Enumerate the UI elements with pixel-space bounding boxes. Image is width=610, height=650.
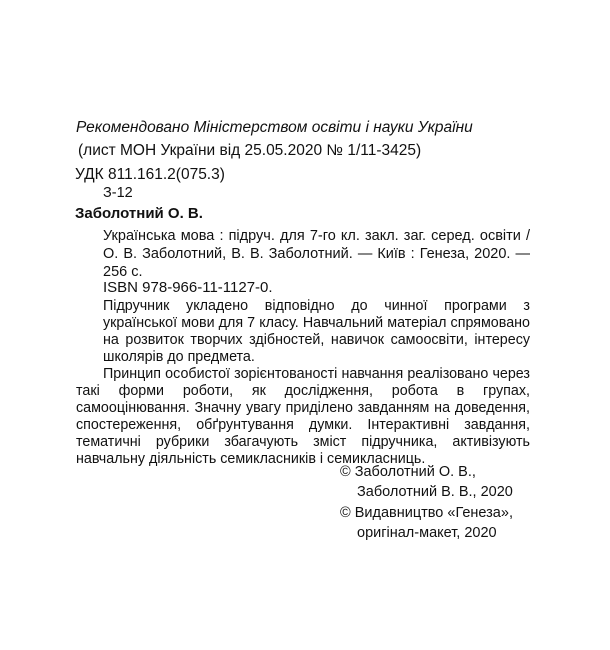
bibliographic-description: Українська мова : підруч. для 7-го кл. закл. заг. серед. освіти / О. В. Заболотний, В. В. Заболотний. — Київ : Генеза, 2020. — 256 с. [103, 228, 530, 280]
copyright-publisher: © Видавництво «Генеза», [340, 505, 513, 521]
author-heading: Заболотний О. В. [75, 205, 203, 222]
recommendation-line: Рекомендовано Міністерством освіти і науки України [76, 119, 473, 136]
copyright-author-2: Заболотний В. В., 2020 [357, 484, 513, 500]
annotation-paragraph-2: Принцип особистої зорієнтованості навчання реалізовано через такі форми роботи, як дослідження, робота в групах, самооцінювання. Значну увагу приділено завданням на доведення, спостереження, обґрунтування думки. Інтерактивні завдання, тематичні рубрики збагачують зміст підручника, активізують навчальну діяльність семикласників і семикласниць. [76, 366, 530, 467]
isbn: ISBN 978-966-11-1127-0. [103, 279, 273, 296]
udk-code: УДК 811.161.2(075.3) [75, 166, 225, 183]
ministry-letter-line: (лист МОН України від 25.05.2020 № 1/11-3425) [78, 142, 422, 159]
copyright-author-1: © Заболотний О. В., [340, 464, 476, 480]
author-code: З-12 [103, 185, 133, 201]
copyright-layout: оригінал-макет, 2020 [357, 525, 497, 541]
annotation-paragraph-1: Підручник укладено відповідно до чинної програми з української мови для 7 класу. Навчальний матеріал спрямовано на розвиток творчих здібностей, навичок самоосвіти, інтересу школярів до предмета. [103, 298, 530, 365]
